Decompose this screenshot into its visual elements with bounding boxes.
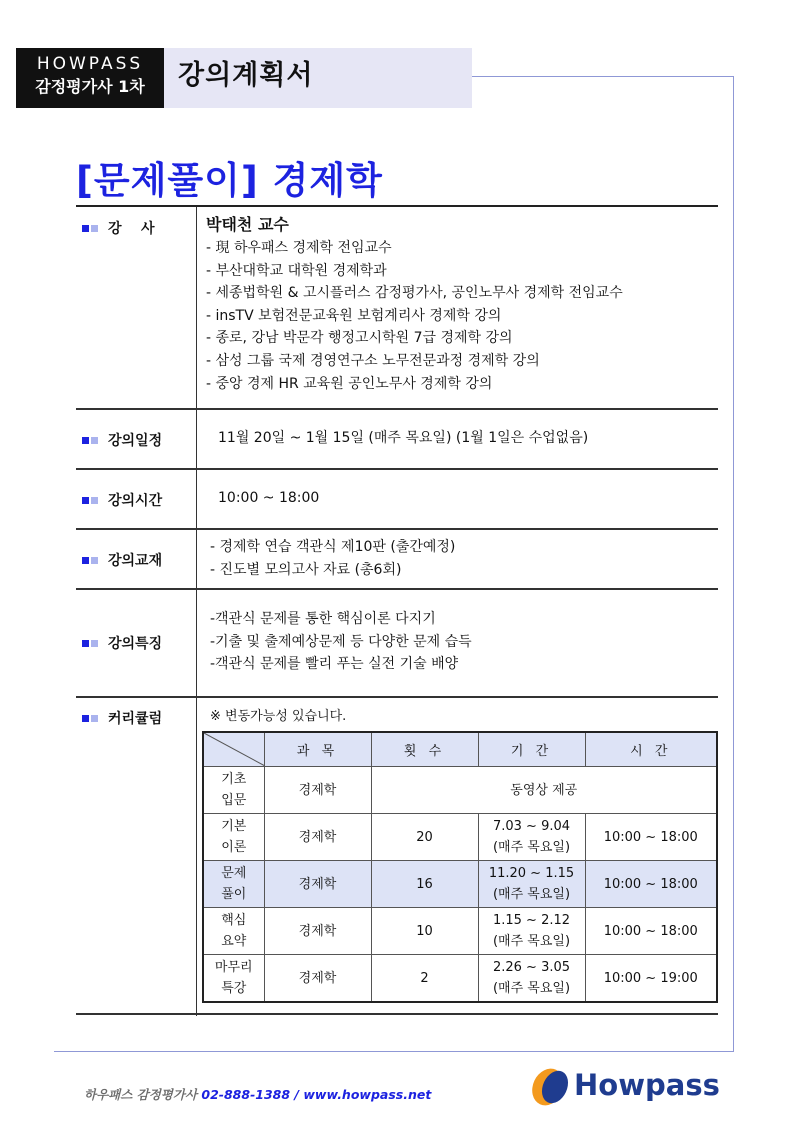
textbook-item: - 진도별 모의고사 자료 (총6회) bbox=[210, 561, 402, 578]
frame-line-right bbox=[733, 76, 734, 1052]
footer-url[interactable]: www.howpass.net bbox=[303, 1087, 432, 1102]
history-item: - 중앙 경제 HR 교육원 공인노무사 경제학 강의 bbox=[206, 375, 493, 392]
diagonal-header-cell bbox=[203, 732, 264, 767]
subject-cell: 경제학 bbox=[264, 767, 371, 814]
footer-separator: / bbox=[294, 1087, 299, 1102]
frame-line-top bbox=[472, 76, 734, 77]
features-row bbox=[76, 588, 718, 696]
history-item: - 부산대학교 대학원 경제학과 bbox=[206, 262, 387, 279]
subject-cell: 경제학 bbox=[264, 861, 371, 908]
history-item: - insTV 보험전문교육원 보험계리사 경제학 강의 bbox=[206, 307, 502, 324]
count-cell: 16 bbox=[371, 861, 478, 908]
brand-subtitle: 감정평가사 1차 bbox=[35, 77, 145, 96]
count-cell: 20 bbox=[371, 814, 478, 861]
schedule-row bbox=[76, 408, 718, 468]
brand-name: HOWPASS bbox=[36, 54, 144, 74]
header-time: 시 간 bbox=[585, 732, 717, 767]
bullet-square-icon bbox=[82, 225, 89, 232]
frame-line-bottom bbox=[54, 1051, 734, 1052]
subject-cell: 경제학 bbox=[264, 908, 371, 955]
table-row bbox=[203, 908, 717, 955]
bullet-square-icon bbox=[82, 557, 89, 564]
doc-type-title: 강의계획서 bbox=[178, 60, 314, 91]
footer-company: 하우패스 감정평가사 bbox=[84, 1087, 198, 1102]
howpass-logo bbox=[528, 1064, 728, 1110]
instructor-label: 강 사 bbox=[82, 218, 155, 238]
schedule-value: 11월 20일 ~ 1월 15일 (매주 목요일) (1월 1일은 수업없음) bbox=[218, 430, 589, 446]
textbook-label: 강의교재 bbox=[82, 550, 162, 570]
bullet-square-icon bbox=[82, 497, 89, 504]
header-period: 기 간 bbox=[478, 732, 585, 767]
textbook-row bbox=[76, 528, 718, 588]
doc-type-banner bbox=[164, 48, 472, 108]
instructor-details bbox=[206, 213, 623, 395]
instructor-name: 박태천 교수 bbox=[206, 215, 289, 234]
time-label: 강의시간 bbox=[82, 490, 162, 510]
table-row bbox=[203, 767, 717, 814]
footer-contact bbox=[84, 1085, 431, 1103]
period-cell: 1.15 ~ 2.12 (매주 목요일) bbox=[478, 908, 585, 955]
count-cell: 2 bbox=[371, 955, 478, 1003]
header-subject: 과 목 bbox=[264, 732, 371, 767]
features-list bbox=[210, 608, 472, 676]
feature-item: -기출 및 출제예상문제 등 다양한 문제 습득 bbox=[210, 633, 472, 650]
bullet-square-icon bbox=[82, 437, 89, 444]
footer-phone: 02-888-1388 bbox=[201, 1087, 291, 1102]
schedule-label: 강의일정 bbox=[82, 430, 162, 450]
time-value: 10:00 ~ 18:00 bbox=[218, 490, 320, 506]
table-row bbox=[203, 955, 717, 1003]
stage-cell: 기초 입문 bbox=[203, 767, 264, 814]
stage-cell: 핵심 요약 bbox=[203, 908, 264, 955]
bullet-square-icon bbox=[82, 640, 89, 647]
time-cell: 10:00 ~ 18:00 bbox=[585, 814, 717, 861]
features-label: 강의특징 bbox=[82, 633, 162, 653]
course-title: [문제풀이] 경제학 bbox=[76, 159, 383, 202]
time-cell: 10:00 ~ 18:00 bbox=[585, 908, 717, 955]
time-row bbox=[76, 468, 718, 528]
time-cell: 10:00 ~ 18:00 bbox=[585, 861, 717, 908]
subject-cell: 경제학 bbox=[264, 814, 371, 861]
feature-item: -객관식 문제를 빨리 푸는 실전 기술 배양 bbox=[210, 656, 459, 673]
stage-cell: 문제 풀이 bbox=[203, 861, 264, 908]
curriculum-header-row bbox=[203, 732, 717, 767]
table-row bbox=[203, 814, 717, 861]
history-item: - 세종법학원 & 고시플러스 감정평가사, 공인노무사 경제학 전임교수 bbox=[206, 285, 623, 302]
howpass-logo-icon bbox=[528, 1064, 574, 1110]
header-count: 횟 수 bbox=[371, 732, 478, 767]
history-item: - 삼성 그룹 국제 경영연구소 노무전문과정 경제학 강의 bbox=[206, 352, 540, 369]
table-bottom-rule bbox=[76, 1013, 718, 1015]
stage-cell: 기본 이론 bbox=[203, 814, 264, 861]
logo-wordmark: Howpass bbox=[574, 1068, 720, 1102]
subject-cell: 경제학 bbox=[264, 955, 371, 1003]
curriculum-label: 커리큘럼 bbox=[82, 708, 162, 728]
history-item: - 종로, 강남 박문각 행정고시학원 7급 경제학 강의 bbox=[206, 330, 513, 347]
time-cell: 10:00 ~ 19:00 bbox=[585, 955, 717, 1003]
instructor-row bbox=[76, 205, 718, 408]
period-cell: 7.03 ~ 9.04 (매주 목요일) bbox=[478, 814, 585, 861]
curriculum-note: ※ 변동가능성 있습니다. bbox=[210, 709, 347, 724]
brand-badge bbox=[16, 48, 164, 108]
textbook-item: - 경제학 연습 객관식 제10판 (출간예정) bbox=[210, 539, 456, 555]
history-item: - 現 하우패스 경제학 전임교수 bbox=[206, 240, 392, 256]
bullet-square-icon bbox=[82, 715, 89, 722]
table-row-highlighted bbox=[203, 861, 717, 908]
textbook-list bbox=[210, 536, 455, 581]
feature-item: -객관식 문제를 통한 핵심이론 다지기 bbox=[210, 611, 436, 627]
period-cell: 2.26 ~ 3.05 (매주 목요일) bbox=[478, 955, 585, 1003]
stage-cell: 마무리 특강 bbox=[203, 955, 264, 1003]
period-cell: 11.20 ~ 1.15 (매주 목요일) bbox=[478, 861, 585, 908]
merged-cell: 동영상 제공 bbox=[371, 767, 717, 814]
diagonal-line-icon bbox=[204, 733, 265, 766]
count-cell: 10 bbox=[371, 908, 478, 955]
curriculum-table bbox=[202, 731, 718, 1003]
